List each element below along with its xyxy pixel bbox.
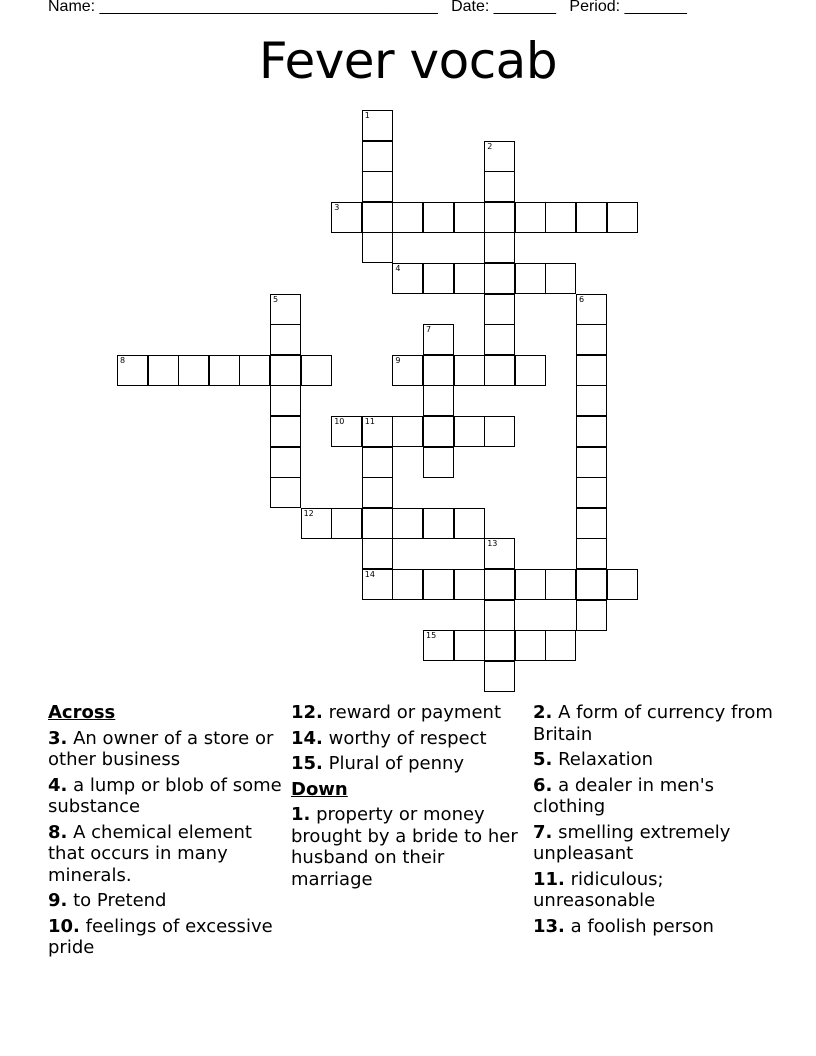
crossword-cell[interactable] <box>515 263 546 294</box>
crossword-cell[interactable] <box>576 416 607 447</box>
crossword-cell[interactable] <box>301 508 332 539</box>
cell-number: 6 <box>579 294 585 304</box>
clue-across-15 <box>291 753 526 775</box>
date-blank[interactable]: _______ <box>493 0 557 15</box>
cell-number: 4 <box>395 264 401 273</box>
clue-text: Relaxation <box>558 749 654 770</box>
crossword-cell[interactable] <box>484 324 515 355</box>
crossword-cell[interactable] <box>423 385 454 416</box>
clue-across-14 <box>291 728 526 750</box>
crossword-cell[interactable] <box>576 294 607 325</box>
clue-number: 8. <box>48 821 68 843</box>
crossword-cell[interactable] <box>454 508 485 539</box>
cell-number: 8 <box>120 355 126 365</box>
crossword-cell[interactable] <box>515 202 546 233</box>
cell-number: 1 <box>364 111 370 120</box>
name-label: Name: <box>48 0 96 15</box>
crossword-cell[interactable] <box>576 202 607 233</box>
clues-column-1 <box>48 702 283 963</box>
crossword-cell[interactable] <box>576 538 607 569</box>
crossword-cell[interactable] <box>576 447 607 478</box>
clue-down-5 <box>533 749 773 771</box>
cell-number: 5 <box>273 294 279 304</box>
crossword-cell[interactable] <box>454 569 485 600</box>
cell-number: 12 <box>303 508 314 518</box>
cell-number: 10 <box>334 417 345 426</box>
name-blank[interactable]: ______________________________________ <box>99 0 438 15</box>
crossword-cell[interactable] <box>484 538 515 569</box>
crossword-cell[interactable] <box>484 171 515 202</box>
crossword-cell[interactable] <box>515 355 546 386</box>
clue-text: An owner of a store or other business <box>48 727 274 770</box>
crossword-cell[interactable] <box>484 416 515 447</box>
crossword-cell[interactable] <box>484 294 515 325</box>
clue-number: 10. <box>48 915 80 937</box>
down-heading: Down <box>291 778 348 800</box>
crossword-cell[interactable] <box>392 202 423 233</box>
crossword-cell[interactable] <box>392 263 423 294</box>
across-heading: Across <box>48 702 116 723</box>
clue-text: Plural of penny <box>328 753 465 774</box>
crossword-cell[interactable] <box>484 661 515 692</box>
clue-text: A form of currency from Britain <box>533 702 773 745</box>
crossword-cell[interactable] <box>331 416 362 447</box>
clue-number: 14. <box>291 727 323 749</box>
clue-across-4 <box>48 775 283 818</box>
crossword-cell[interactable] <box>423 447 454 478</box>
clue-text: to Pretend <box>73 890 167 911</box>
clue-text: a dealer in men's clothing <box>533 774 715 817</box>
crossword-cell[interactable] <box>331 508 362 539</box>
clue-number: 12. <box>291 702 323 723</box>
clue-text: feelings of excessive pride <box>48 915 273 958</box>
clue-text: smelling extremely unpleasant <box>533 821 731 864</box>
crossword-cell[interactable] <box>454 263 485 294</box>
crossword-cell[interactable] <box>270 447 301 478</box>
crossword-cell[interactable] <box>423 202 454 233</box>
crossword-cell[interactable] <box>484 569 515 600</box>
cell-number: 14 <box>364 570 375 579</box>
crossword-cell[interactable] <box>362 538 393 569</box>
crossword-cell[interactable] <box>239 355 270 386</box>
clue-text: reward or payment <box>328 702 502 723</box>
period-label: Period: <box>569 0 621 15</box>
clue-number: 15. <box>291 753 323 774</box>
crossword-cell[interactable] <box>270 294 301 325</box>
crossword-cell[interactable] <box>484 630 515 661</box>
clue-down-2 <box>533 702 773 745</box>
crossword-cell[interactable] <box>148 355 179 386</box>
clue-text: ridiculous; unreasonable <box>533 868 664 911</box>
crossword-cell[interactable] <box>576 569 607 600</box>
cell-number: 15 <box>426 631 437 641</box>
clue-number: 11. <box>533 868 565 890</box>
clue-across-3 <box>48 728 283 771</box>
crossword-cell[interactable] <box>423 355 454 386</box>
clue-down-11 <box>533 869 773 912</box>
crossword-cell[interactable] <box>423 569 454 600</box>
clues-column-2 <box>291 702 526 894</box>
crossword-cell[interactable] <box>270 355 301 386</box>
clue-across-9 <box>48 890 283 912</box>
crossword-cell[interactable] <box>454 630 485 661</box>
clue-text: A chemical element that occurs in many minerals. <box>48 821 252 886</box>
crossword-cell[interactable] <box>576 477 607 508</box>
crossword-cell[interactable] <box>484 355 515 386</box>
clue-number: 1. <box>291 804 311 825</box>
clue-text: worthy of respect <box>328 727 487 749</box>
crossword-cell[interactable] <box>423 508 454 539</box>
crossword-cell[interactable] <box>362 232 393 263</box>
cell-number: 9 <box>395 355 401 365</box>
cell-number: 7 <box>426 325 432 335</box>
crossword-cell[interactable] <box>362 508 393 539</box>
crossword-cell[interactable] <box>545 202 576 233</box>
crossword-cell[interactable] <box>423 630 454 661</box>
clue-down-13 <box>533 916 773 938</box>
crossword-cell[interactable] <box>607 569 638 600</box>
crossword-cell[interactable] <box>423 416 454 447</box>
cell-number: 2 <box>487 141 493 151</box>
cell-number: 11 <box>364 417 375 426</box>
crossword-cell[interactable] <box>576 324 607 355</box>
crossword-cell[interactable] <box>576 600 607 631</box>
crossword-cell[interactable] <box>576 385 607 416</box>
clues-column-3 <box>533 702 773 941</box>
crossword-cell[interactable] <box>270 477 301 508</box>
crossword-cell[interactable] <box>454 202 485 233</box>
clue-across-8 <box>48 822 283 887</box>
clue-number: 2. <box>533 702 553 723</box>
crossword-cell[interactable] <box>515 630 546 661</box>
crossword-cell[interactable] <box>484 141 515 172</box>
crossword-cell[interactable] <box>392 416 423 447</box>
crossword-cell[interactable] <box>607 202 638 233</box>
puzzle-title: Fever vocab <box>258 32 558 90</box>
crossword-cell[interactable] <box>423 324 454 355</box>
crossword-cell[interactable] <box>484 202 515 233</box>
date-label: Date: <box>451 0 490 15</box>
crossword-cell[interactable] <box>392 355 423 386</box>
crossword-cell[interactable] <box>362 477 393 508</box>
crossword-cell[interactable] <box>117 355 148 386</box>
crossword-cell[interactable] <box>362 141 393 172</box>
crossword-cell[interactable] <box>545 630 576 661</box>
crossword-cell[interactable] <box>270 416 301 447</box>
crossword-cell[interactable] <box>362 171 393 202</box>
crossword-cell[interactable] <box>362 447 393 478</box>
crossword-cell[interactable] <box>576 508 607 539</box>
clue-down-1 <box>291 804 526 890</box>
clue-across-12 <box>291 702 526 724</box>
crossword-cell[interactable] <box>362 569 393 600</box>
crossword-cell[interactable] <box>454 355 485 386</box>
crossword-cell[interactable] <box>423 263 454 294</box>
crossword-cell[interactable] <box>515 569 546 600</box>
clue-number: 6. <box>533 774 553 796</box>
clue-number: 7. <box>533 821 553 843</box>
crossword-cell[interactable] <box>484 232 515 263</box>
clue-number: 3. <box>48 727 68 749</box>
clue-text: a lump or blob of some substance <box>48 774 282 817</box>
period-blank[interactable]: _______ <box>624 0 687 15</box>
clue-number: 13. <box>533 915 565 937</box>
crossword-cell[interactable] <box>270 324 301 355</box>
clue-text: a foolish person <box>570 915 714 937</box>
clue-down-7 <box>533 822 773 865</box>
crossword-cell[interactable] <box>301 355 332 386</box>
crossword-cell[interactable] <box>331 202 362 233</box>
crossword-cell[interactable] <box>362 110 393 141</box>
crossword-cell[interactable] <box>545 569 576 600</box>
cell-number: 13 <box>487 539 498 549</box>
crossword-cell[interactable] <box>454 416 485 447</box>
cell-number: 3 <box>334 202 340 212</box>
crossword-cell[interactable] <box>178 355 209 386</box>
crossword-cell[interactable] <box>362 202 393 233</box>
clue-across-10 <box>48 916 283 959</box>
crossword-cell[interactable] <box>484 600 515 631</box>
clue-number: 4. <box>48 774 68 796</box>
crossword-cell[interactable] <box>576 355 607 386</box>
crossword-cell[interactable] <box>362 416 393 447</box>
clue-number: 5. <box>533 749 553 770</box>
crossword-cell[interactable] <box>209 355 240 386</box>
clue-number: 9. <box>48 890 68 911</box>
crossword-cell[interactable] <box>270 385 301 416</box>
crossword-cell[interactable] <box>392 508 423 539</box>
crossword-cell[interactable] <box>545 263 576 294</box>
clue-text: property or money brought by a bride to her husband on their marriage <box>291 804 518 890</box>
crossword-cell[interactable] <box>392 569 423 600</box>
crossword-cell[interactable] <box>484 263 515 294</box>
clue-down-6 <box>533 775 773 818</box>
